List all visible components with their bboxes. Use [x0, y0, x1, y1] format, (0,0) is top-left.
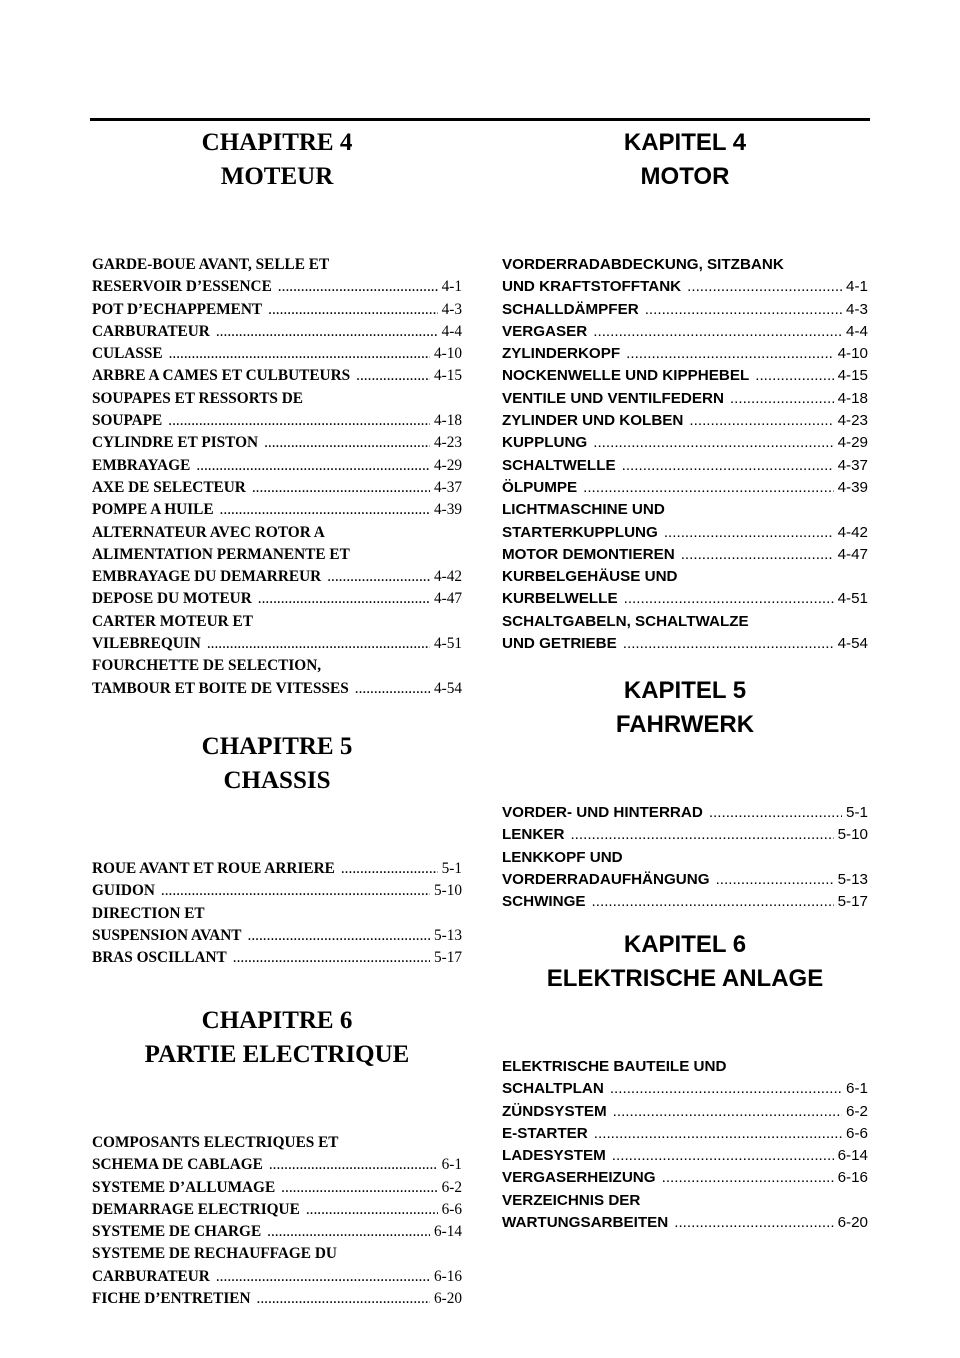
- toc-entry-row: [92, 299, 462, 321]
- toc-entry-title: ZYLINDERKOPF: [502, 345, 621, 363]
- toc-entry[interactable]: [92, 1177, 462, 1199]
- toc-entry-title-line: DIRECTION ET: [92, 904, 205, 922]
- toc-entry[interactable]: [502, 410, 868, 432]
- toc-entry-row: [502, 802, 868, 824]
- toc-entry-row: [502, 1101, 868, 1123]
- toc-page-number: 4-47: [433, 590, 462, 608]
- dot-leader: [278, 276, 438, 298]
- toc-entry-row: [92, 432, 462, 454]
- toc-entry[interactable]: [502, 802, 868, 824]
- toc-entry-title: SYSTEME DE CHARGE: [92, 1223, 262, 1241]
- dot-leader: [755, 365, 833, 387]
- toc-entry[interactable]: [502, 891, 868, 913]
- toc-entry-row: [92, 925, 462, 947]
- toc-page-number: 6-1: [441, 1156, 462, 1174]
- toc-page-number: 4-3: [441, 300, 462, 318]
- toc-entry[interactable]: [502, 432, 868, 454]
- toc-entry-row: [92, 455, 462, 477]
- dot-leader: [216, 1266, 430, 1288]
- toc-entry-title: NOCKENWELLE UND KIPPHEBEL: [502, 367, 750, 385]
- dot-leader: [248, 925, 430, 947]
- chapter-title: CHAPITRE 5: [201, 733, 353, 760]
- toc-entry-row: [502, 522, 868, 544]
- toc-page-number: 4-54: [837, 635, 868, 653]
- toc-entry-title: DEMARRAGE ELECTRIQUE: [92, 1200, 300, 1218]
- toc-entry-row: [92, 1266, 462, 1288]
- toc-entry-row: [92, 1177, 462, 1199]
- toc-page-number: 4-37: [837, 456, 868, 474]
- toc-page-number: 4-10: [837, 345, 868, 363]
- toc-entry-row: [502, 455, 868, 477]
- toc-entry[interactable]: [502, 1190, 868, 1235]
- toc-entry-row: [92, 633, 462, 655]
- toc-entry-row: [502, 1167, 868, 1189]
- toc-entry[interactable]: [502, 499, 868, 544]
- toc-entry[interactable]: [502, 824, 868, 846]
- toc-page-number: 4-23: [837, 412, 868, 430]
- toc-entry-title: LADESYSTEM: [502, 1147, 606, 1165]
- toc-entry-row: [92, 566, 462, 588]
- toc-page-number: 6-2: [846, 1102, 868, 1120]
- toc-entry[interactable]: [502, 388, 868, 410]
- toc-entry[interactable]: [502, 343, 868, 365]
- toc-entry-title-line: VERZEICHNIS DER: [502, 1191, 641, 1209]
- toc-entry[interactable]: [92, 880, 462, 902]
- chapter-subtitle: FAHRWERK: [615, 711, 755, 738]
- toc-entry[interactable]: [92, 1132, 462, 1177]
- dot-leader: [570, 824, 833, 846]
- toc-entry-row: [502, 1123, 868, 1145]
- toc-entry[interactable]: [502, 1123, 868, 1145]
- toc-entry-row: [502, 477, 868, 499]
- chapter-title: KAPITEL 4: [623, 129, 747, 156]
- toc-page-number: 5-13: [433, 926, 462, 944]
- toc-entry-row: [92, 1221, 462, 1243]
- toc-entry[interactable]: [502, 544, 868, 566]
- toc-entry-title: SCHEMA DE CABLAGE: [92, 1156, 263, 1174]
- dot-leader: [592, 891, 834, 913]
- toc-entry-title-line: VORDERRADABDECKUNG, SITZBANK: [502, 256, 784, 273]
- toc-entry-title-line: ALIMENTATION PERMANENTE ET: [92, 545, 350, 563]
- toc-entry-title: CULASSE: [92, 345, 163, 363]
- toc-entry-title: ARBRE A CAMES ET CULBUTEURS: [92, 367, 351, 385]
- toc-entry-row: [502, 633, 868, 655]
- dot-leader: [258, 588, 430, 610]
- dot-leader: [216, 321, 438, 343]
- toc-entry-title: SCHWINGE: [502, 893, 586, 911]
- toc-entry-title: SCHALTPLAN: [502, 1080, 604, 1098]
- dot-leader: [624, 588, 834, 610]
- toc-entry[interactable]: [92, 1221, 462, 1243]
- toc-entry-title: CARBURATEUR: [92, 322, 210, 340]
- toc-entry[interactable]: [92, 321, 462, 343]
- toc-entry-row: [92, 678, 462, 700]
- toc-page-number: 5-1: [846, 804, 868, 821]
- dot-leader: [626, 343, 833, 365]
- toc-entry[interactable]: [92, 254, 462, 299]
- toc-page-number: 6-20: [433, 1290, 462, 1308]
- chapter-title: CHAPITRE 6: [201, 1007, 353, 1034]
- toc-page-number: 6-6: [846, 1124, 868, 1142]
- toc-entry-row: [502, 544, 868, 566]
- toc-page-number: 4-18: [433, 412, 462, 430]
- toc-entry-title-line: COMPOSANTS ELECTRIQUES ET: [92, 1134, 339, 1151]
- toc-page-number: 5-10: [837, 826, 868, 844]
- toc-page-number: 4-51: [837, 590, 868, 608]
- toc-entry-row: [92, 276, 462, 298]
- top-rule: [90, 118, 870, 121]
- dot-leader: [623, 633, 834, 655]
- toc-entry-title: UND KRAFTSTOFFTANK: [502, 278, 682, 296]
- toc-entry-title: BRAS OSCILLANT: [92, 949, 227, 967]
- toc-page-number: 6-14: [433, 1223, 462, 1241]
- toc-entry[interactable]: [92, 858, 462, 880]
- toc-entry-row: [502, 276, 868, 298]
- toc-entry[interactable]: [92, 499, 462, 521]
- toc-page-number: 5-1: [441, 860, 462, 877]
- toc-entry-title: ZÜNDSYSTEM: [502, 1102, 607, 1120]
- toc-entry-title-line: CARTER MOTEUR ET: [92, 612, 253, 630]
- dot-leader: [687, 276, 842, 298]
- toc-entry-title: VILEBREQUIN: [92, 635, 201, 653]
- toc-entry-title-line: LENKKOPF UND: [502, 848, 623, 866]
- toc-entry[interactable]: [92, 388, 462, 433]
- toc-entry-title: SYSTEME D’ALLUMAGE: [92, 1178, 276, 1196]
- toc-entry-title-line: SYSTEME DE RECHAUFFAGE DU: [92, 1245, 337, 1263]
- toc-page-number: 5-17: [837, 893, 868, 911]
- toc-page-number: 4-1: [846, 278, 868, 296]
- toc-entry[interactable]: [92, 365, 462, 387]
- toc-list: [92, 858, 462, 969]
- dot-leader: [689, 410, 833, 432]
- dot-leader: [233, 947, 430, 969]
- chapter-heading: [92, 730, 462, 798]
- toc-entry-row: [92, 1199, 462, 1221]
- dot-leader: [196, 455, 430, 477]
- toc-entry-title: WARTUNGSARBEITEN: [502, 1214, 669, 1232]
- toc-entry[interactable]: [502, 321, 868, 343]
- toc-page-number: 4-51: [433, 635, 462, 653]
- dot-leader: [730, 388, 834, 410]
- toc-entry-row: [92, 947, 462, 969]
- chapter-section-5: [92, 730, 462, 969]
- dot-leader: [593, 321, 842, 343]
- toc-page-number: 6-16: [837, 1169, 868, 1187]
- chapter-title: KAPITEL 6: [623, 931, 747, 958]
- toc-entry[interactable]: [502, 455, 868, 477]
- toc-entry-row: [92, 343, 462, 365]
- toc-entry-title: STARTERKUPPLUNG: [502, 523, 658, 541]
- dot-leader: [257, 1288, 430, 1310]
- toc-entry-row: [502, 365, 868, 387]
- toc-entry[interactable]: [92, 1199, 462, 1221]
- toc-list: [502, 254, 868, 655]
- toc-entry-title: SUSPENSION AVANT: [92, 926, 242, 944]
- chapter-subtitle: CHASSIS: [223, 767, 331, 794]
- toc-entry-title: POT D’ECHAPPEMENT: [92, 300, 263, 318]
- dot-leader: [356, 365, 430, 387]
- chapter-subtitle: MOTEUR: [220, 163, 334, 190]
- toc-page-number: 4-3: [846, 300, 868, 318]
- chapter-subtitle: ELEKTRISCHE ANLAGE: [546, 965, 824, 992]
- toc-list: [92, 254, 462, 700]
- chapter-heading: [502, 674, 868, 742]
- toc-entry-title: VERGASERHEIZUNG: [502, 1169, 656, 1187]
- toc-page-number: 4-37: [433, 478, 462, 496]
- toc-entry[interactable]: [502, 1167, 868, 1189]
- toc-entry-row: [92, 410, 462, 432]
- chapter-section-6: [502, 928, 868, 1234]
- toc-entry[interactable]: [502, 365, 868, 387]
- toc-entry-title-line: SCHALTGABELN, SCHALTWALZE: [502, 612, 749, 630]
- dot-leader: [207, 633, 430, 655]
- toc-entry-title-line: ELEKTRISCHE BAUTEILE UND: [502, 1058, 727, 1075]
- toc-entry-title-line: LICHTMASCHINE UND: [502, 501, 665, 519]
- toc-entry[interactable]: [502, 847, 868, 892]
- toc-page-number: 4-18: [837, 389, 868, 407]
- toc-entry-title-line: SOUPAPES ET RESSORTS DE: [92, 389, 303, 407]
- toc-entry-title: SCHALTWELLE: [502, 456, 616, 474]
- toc-page-number: 4-1: [441, 278, 462, 296]
- dot-leader: [355, 678, 430, 700]
- toc-page-number: 4-4: [441, 322, 462, 340]
- toc-entry-row: [502, 588, 868, 610]
- toc-entry-row: [92, 1154, 462, 1176]
- dot-leader: [610, 1078, 842, 1100]
- toc-entry-title: DEPOSE DU MOTEUR: [92, 590, 252, 608]
- chapter-heading: [92, 126, 462, 194]
- toc-entry-row: [502, 891, 868, 913]
- toc-page-number: 6-20: [837, 1214, 868, 1232]
- toc-entry-title-line: ALTERNATEUR AVEC ROTOR A: [92, 523, 325, 541]
- toc-entry-row: [92, 588, 462, 610]
- dot-leader: [161, 880, 430, 902]
- dot-leader: [341, 858, 438, 880]
- toc-entry-row: [502, 1212, 868, 1234]
- dot-leader: [168, 410, 430, 432]
- toc-entry-row: [502, 410, 868, 432]
- toc-page-number: 4-10: [433, 345, 462, 363]
- dot-leader: [662, 1167, 834, 1189]
- dot-leader: [674, 1212, 833, 1234]
- toc-page-number: 6-16: [433, 1267, 462, 1285]
- dot-leader: [281, 1177, 437, 1199]
- toc-entry-row: [502, 321, 868, 343]
- toc-entry-row: [502, 1078, 868, 1100]
- toc-entry-title: SOUPAPE: [92, 412, 163, 430]
- toc-entry-title: FICHE D’ENTRETIEN: [92, 1290, 251, 1308]
- toc-page-number: 4-23: [433, 434, 462, 452]
- toc-entry[interactable]: [92, 903, 462, 948]
- toc-entry-title: AXE DE SELECTEUR: [92, 478, 246, 496]
- toc-entry[interactable]: [92, 611, 462, 656]
- toc-list: [92, 1132, 462, 1310]
- chapter-subtitle: PARTIE ELECTRIQUE: [144, 1041, 410, 1068]
- toc-page-number: 6-6: [441, 1200, 462, 1218]
- dot-leader: [306, 1199, 438, 1221]
- toc-entry[interactable]: [502, 1056, 868, 1101]
- toc-entry-title: CYLINDRE ET PISTON: [92, 434, 259, 452]
- chapter-section-5: [502, 674, 868, 913]
- toc-entry-row: [92, 880, 462, 902]
- toc-entry-title: RESERVOIR D’ESSENCE: [92, 278, 272, 296]
- toc-entry-title: GUIDON: [92, 882, 155, 900]
- chapter-section-6: [92, 1004, 462, 1310]
- dot-leader: [681, 544, 834, 566]
- toc-entry-title: MOTOR DEMONTIEREN: [502, 545, 675, 563]
- toc-entry-title: UND GETRIEBE: [502, 635, 617, 653]
- toc-page-number: 4-29: [837, 434, 868, 452]
- chapter-subtitle: MOTOR: [640, 163, 730, 190]
- toc-entry-row: [92, 858, 462, 880]
- toc-page-number: 5-13: [837, 870, 868, 888]
- toc-entry-title-line: FOURCHETTE DE SELECTION,: [92, 657, 322, 675]
- toc-entry-row: [502, 432, 868, 454]
- toc-entry-title: KURBELWELLE: [502, 590, 618, 608]
- toc-entry[interactable]: [92, 299, 462, 321]
- dot-leader: [622, 455, 834, 477]
- toc-entry[interactable]: [92, 947, 462, 969]
- dot-leader: [594, 1123, 842, 1145]
- toc-entry[interactable]: [502, 299, 868, 321]
- toc-entry-row: [92, 321, 462, 343]
- chapter-heading: [502, 126, 868, 194]
- toc-entry-title: E-STARTER: [502, 1124, 588, 1142]
- dot-leader: [645, 299, 842, 321]
- toc-entry-row: [92, 365, 462, 387]
- toc-entry-title: CARBURATEUR: [92, 1267, 210, 1285]
- toc-entry-title: EMBRAYAGE DU DEMARREUR: [92, 568, 322, 586]
- dot-leader: [264, 432, 430, 454]
- dot-leader: [269, 1154, 438, 1176]
- chapter-heading: [92, 1004, 462, 1072]
- toc-page-number: 5-10: [433, 882, 462, 900]
- toc-entry[interactable]: [92, 455, 462, 477]
- toc-page-number: 4-15: [837, 367, 868, 385]
- dot-leader: [612, 1145, 834, 1167]
- toc-page-number: 6-2: [441, 1178, 462, 1196]
- toc-entry[interactable]: [502, 611, 868, 656]
- toc-entry[interactable]: [92, 522, 462, 589]
- dot-leader: [709, 802, 842, 824]
- toc-page-number: 4-15: [433, 367, 462, 385]
- toc-page-number: 6-14: [837, 1147, 868, 1165]
- toc-page-number: 4-29: [433, 456, 462, 474]
- toc-entry-row: [502, 869, 868, 891]
- toc-entry-row: [92, 1288, 462, 1310]
- toc-entry-row: [502, 1145, 868, 1167]
- toc-page-number: 5-17: [433, 949, 462, 967]
- toc-entry-title: VORDER- UND HINTERRAD: [502, 804, 703, 821]
- toc-entry-row: [92, 477, 462, 499]
- toc-entry-title: ZYLINDER UND KOLBEN: [502, 412, 684, 430]
- toc-entry-title: ROUE AVANT ET ROUE ARRIERE: [92, 860, 335, 877]
- toc-entry[interactable]: [92, 1288, 462, 1310]
- toc-entry-title: VERGASER: [502, 322, 588, 340]
- dot-leader: [268, 299, 437, 321]
- dot-leader: [593, 432, 833, 454]
- dot-leader: [327, 566, 430, 588]
- toc-entry-row: [502, 343, 868, 365]
- toc-page-number: 4-39: [837, 478, 868, 496]
- toc-page-number: 4-39: [433, 501, 462, 519]
- toc-list: [502, 1056, 868, 1234]
- toc-entry-row: [92, 499, 462, 521]
- toc-entry-title: POMPE A HUILE: [92, 501, 214, 519]
- toc-entry-row: [502, 299, 868, 321]
- dot-leader: [267, 1221, 430, 1243]
- toc-entry-title: EMBRAYAGE: [92, 456, 191, 474]
- toc-entry-row: [502, 388, 868, 410]
- chapter-section-4: [92, 126, 462, 700]
- chapter-section-4: [502, 126, 868, 655]
- toc-entry-title: KUPPLUNG: [502, 434, 588, 452]
- dot-leader: [252, 477, 430, 499]
- toc-page-number: 4-42: [433, 568, 462, 586]
- chapter-heading: [502, 928, 868, 996]
- dot-leader: [613, 1101, 842, 1123]
- toc-entry[interactable]: [502, 254, 868, 299]
- dot-leader: [169, 343, 430, 365]
- toc-entry[interactable]: [502, 477, 868, 499]
- toc-page-number: 4-54: [433, 679, 462, 697]
- toc-entry-title: VENTILE UND VENTILFEDERN: [502, 389, 724, 407]
- toc-page-number: 4-4: [846, 322, 868, 340]
- toc-entry[interactable]: [92, 655, 462, 700]
- dot-leader: [583, 477, 833, 499]
- toc-entry-title: VORDERRADAUFHÄNGUNG: [502, 870, 710, 888]
- toc-entry-title-line: KURBELGEHÄUSE UND: [502, 568, 678, 586]
- toc-entry[interactable]: [502, 1101, 868, 1123]
- dot-leader: [716, 869, 834, 891]
- toc-entry-title: TAMBOUR ET BOITE DE VITESSES: [92, 679, 349, 697]
- toc-entry[interactable]: [92, 1243, 462, 1288]
- toc-entry[interactable]: [92, 477, 462, 499]
- toc-entry-title: LENKER: [502, 826, 565, 844]
- chapter-title: KAPITEL 5: [623, 677, 747, 704]
- toc-entry[interactable]: [92, 343, 462, 365]
- toc-entry-title: SCHALLDÄMPFER: [502, 300, 639, 318]
- toc-page-number: 4-42: [837, 523, 868, 541]
- dot-leader: [220, 499, 430, 521]
- toc-entry-title: ÖLPUMPE: [502, 478, 578, 496]
- toc-entry-row: [502, 824, 868, 846]
- dot-leader: [664, 522, 834, 544]
- toc-entry[interactable]: [502, 566, 868, 611]
- toc-entry[interactable]: [502, 1145, 868, 1167]
- chapter-title: CHAPITRE 4: [201, 129, 353, 156]
- toc-page-number: 6-1: [846, 1080, 868, 1098]
- toc-page-number: 4-47: [837, 545, 868, 563]
- toc-entry[interactable]: [92, 588, 462, 610]
- toc-entry-title-line: GARDE-BOUE AVANT, SELLE ET: [92, 256, 330, 273]
- toc-entry[interactable]: [92, 432, 462, 454]
- toc-list: [502, 802, 868, 913]
